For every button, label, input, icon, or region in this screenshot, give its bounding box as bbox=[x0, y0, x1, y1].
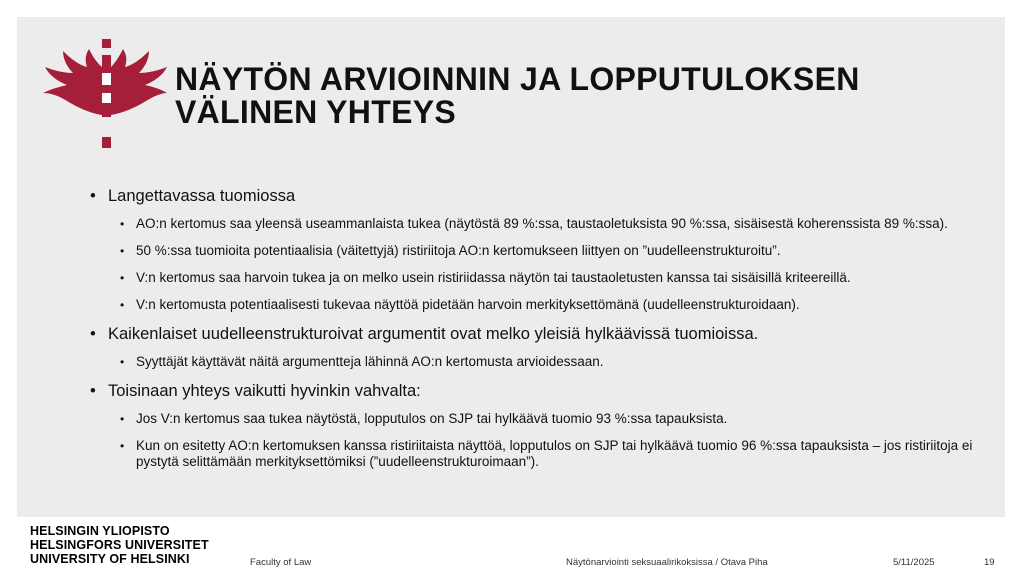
sub-bullet-glyph: • bbox=[120, 439, 125, 453]
sub-bullet-text: Jos V:n kertomus saa tukea näytöstä, lopputulos on SJP tai hylkäävä tuomio 93 %:ssa tapauksista. bbox=[136, 411, 728, 426]
sub-bullet-item bbox=[108, 438, 990, 470]
bullet-glyph: • bbox=[90, 187, 96, 205]
university-flame-logo bbox=[39, 35, 169, 153]
sub-bullet-text: 50 %:ssa tuomioita potentiaalisia (väitettyjä) ristiriitoja AO:n kertomukseen liittyen on ”uudelleenstrukturoitu”. bbox=[136, 243, 781, 258]
sub-bullet-item bbox=[108, 411, 990, 427]
sub-bullet-glyph: • bbox=[120, 298, 125, 312]
bullet-glyph: • bbox=[90, 382, 96, 400]
sub-bullet-item bbox=[108, 243, 990, 259]
sub-bullet-glyph: • bbox=[120, 271, 125, 285]
sub-bullet-item bbox=[108, 354, 990, 370]
footer-faculty: Faculty of Law bbox=[250, 557, 312, 568]
bullet-item bbox=[90, 186, 990, 313]
sub-bullet-item bbox=[108, 216, 990, 232]
sub-bullet-list bbox=[108, 216, 990, 313]
sub-bullet-text: V:n kertomusta potentiaalisesti tukevaa näyttöä pidetään harvoin merkityksettömänä (uudelleenstrukturoidaan). bbox=[136, 297, 800, 312]
wordmark-finnish: HELSINGIN YLIOPISTO bbox=[30, 524, 170, 538]
sub-bullet-item bbox=[108, 297, 990, 313]
university-wordmark bbox=[30, 524, 209, 566]
footer-presentation-title: Näytönarviointi seksuaalirikoksissa / Otava Piha bbox=[566, 557, 768, 568]
title-line-1: NÄYTÖN ARVIOINNIN JA LOPPUTULOKSEN bbox=[175, 61, 860, 97]
sub-bullet-glyph: • bbox=[120, 412, 125, 426]
footer-page-number: 19 bbox=[984, 557, 995, 568]
bullet-item bbox=[90, 324, 990, 370]
sub-bullet-glyph: • bbox=[120, 244, 125, 258]
bullet-item bbox=[90, 381, 990, 470]
sub-bullet-text: Kun on esitetty AO:n kertomuksen kanssa ristiriitaista näyttöä, lopputulos on SJP tai hylkäävä tuomio 96 %:ssa tapauksista – jos ristiriitoja ei pystytä selittämään merkityksettömiksi (”uudelleenstrukturoimaan”). bbox=[136, 438, 973, 469]
bullet-text: Toisinaan yhteys vaikutti hyvinkin vahvalta: bbox=[108, 382, 421, 400]
title-line-2: VÄLINEN YHTEYS bbox=[175, 94, 456, 130]
sub-bullet-glyph: • bbox=[120, 217, 125, 231]
sub-bullet-item bbox=[108, 270, 990, 286]
bullet-list bbox=[90, 186, 990, 481]
footer-date: 5/11/2025 bbox=[893, 557, 935, 568]
wordmark-english: UNIVERSITY OF HELSINKI bbox=[30, 552, 190, 566]
sub-bullet-text: V:n kertomus saa harvoin tukea ja on melko usein ristiriidassa näytön tai taustaoletusten kanssa tai sisäisillä kriteereillä. bbox=[136, 270, 851, 285]
bullet-glyph: • bbox=[90, 325, 96, 343]
sub-bullet-glyph: • bbox=[120, 355, 125, 369]
wordmark-swedish: HELSINGFORS UNIVERSITET bbox=[30, 538, 209, 552]
bullet-text: Kaikenlaiset uudelleenstrukturoivat argumentit ovat melko yleisiä hylkäävissä tuomioissa. bbox=[108, 325, 759, 343]
sub-bullet-list bbox=[108, 354, 990, 370]
bullet-text: Langettavassa tuomiossa bbox=[108, 187, 296, 205]
sub-bullet-text: AO:n kertomus saa yleensä useammanlaista tukea (näytöstä 89 %:ssa, taustaoletuksista 90 %:ssa, sisäisestä koherenssista 89 %:ssa). bbox=[136, 216, 948, 231]
sub-bullet-text: Syyttäjät käyttävät näitä argumentteja lähinnä AO:n kertomusta arvioidessaan. bbox=[136, 354, 604, 369]
sub-bullet-list bbox=[108, 411, 990, 470]
slide-title bbox=[175, 63, 975, 129]
